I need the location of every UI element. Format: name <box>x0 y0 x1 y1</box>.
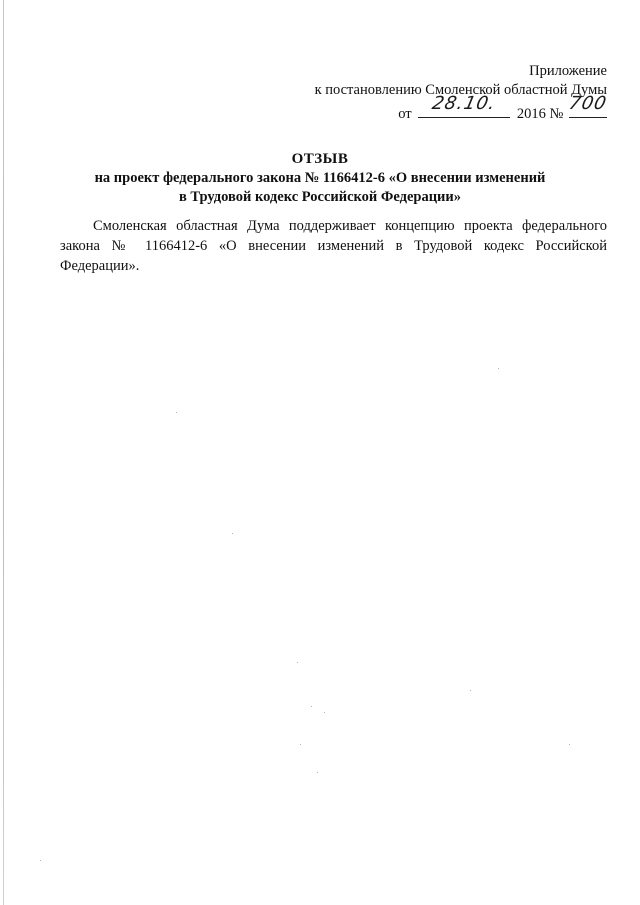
scan-speck <box>40 860 41 861</box>
scan-speck <box>470 690 471 691</box>
appendix-resolution-line: к постановлению Смоленской областной Думы <box>314 82 607 98</box>
scan-speck <box>311 706 312 707</box>
title-block <box>0 150 640 207</box>
scan-speck <box>297 662 298 663</box>
scan-speck <box>498 368 499 369</box>
handwritten-date: 28.10. <box>430 93 499 114</box>
title-line-1: на проект федерального закона № 1166412-6 «О внесении изменений <box>94 170 546 186</box>
scan-speck <box>569 744 570 745</box>
appendix-date-line <box>315 93 609 124</box>
scan-speck <box>232 533 233 534</box>
document-title: ОТЗЫВ <box>291 151 349 167</box>
scan-edge-line <box>3 0 4 905</box>
body-paragraph: Смоленская областная Дума поддерживает концепцию проекта федерального закона № 1166412-6 «О внесении изменений в Трудовой кодекс Российской Федерации». <box>60 218 607 274</box>
scan-speck <box>324 712 325 713</box>
appendix-label: Приложение <box>529 63 607 79</box>
scan-speck <box>317 772 318 773</box>
appendix-block <box>315 62 607 124</box>
title-line-2: в Трудовой кодекс Российской Федерации» <box>178 189 462 205</box>
date-fill-field <box>418 93 510 118</box>
handwritten-number: 700 <box>567 93 609 114</box>
number-fill-field <box>567 93 609 118</box>
date-prefix: от <box>398 106 412 122</box>
scan-speck <box>176 412 177 413</box>
year-label: 2016 № <box>516 106 564 122</box>
scan-speck <box>300 744 301 745</box>
